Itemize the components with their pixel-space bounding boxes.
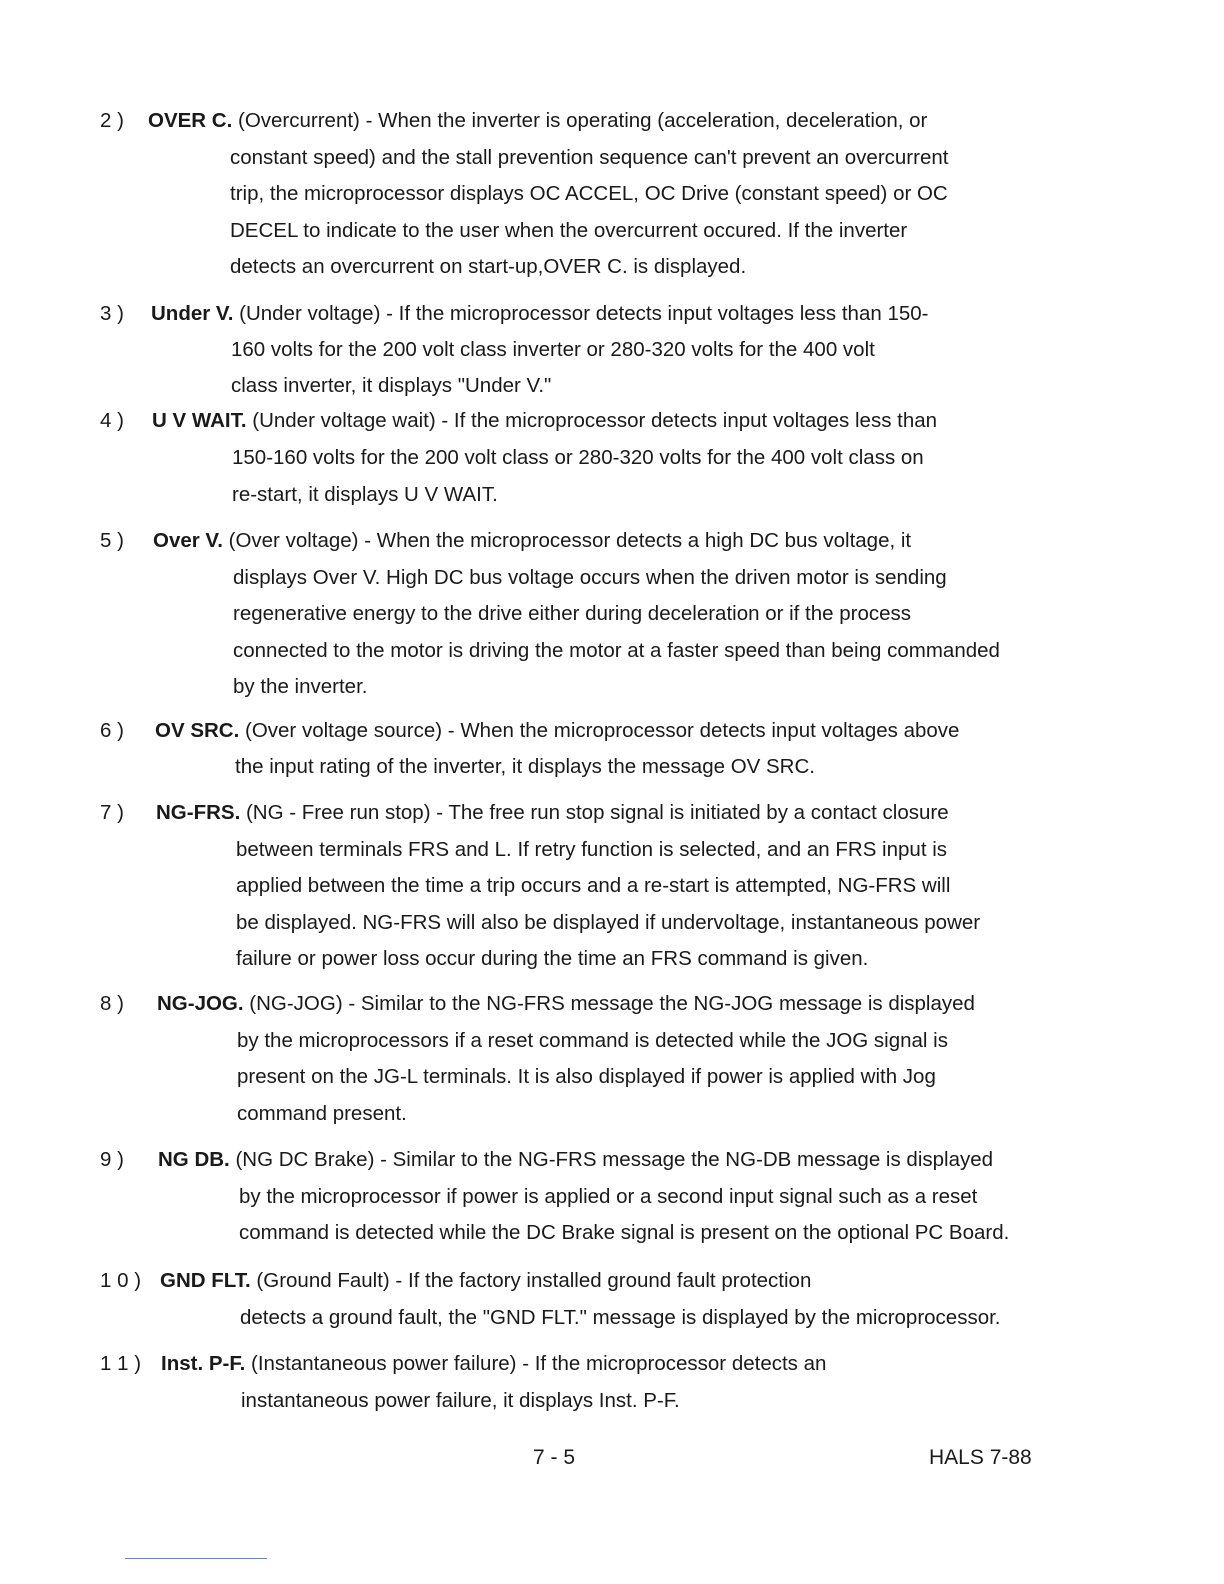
entry-text-line: command is detected while the DC Brake signal is present on the optional PC Board. bbox=[239, 1221, 1010, 1244]
entry-text-line: 160 volts for the 200 volt class inverter or 280-320 volts for the 400 volt bbox=[231, 338, 875, 361]
entry-term: OV SRC. bbox=[155, 719, 240, 742]
entry-text-line: regenerative energy to the drive either during deceleration or if the process bbox=[233, 602, 912, 625]
entry-term: NG-JOG. bbox=[157, 992, 244, 1015]
entry-text-line: (NG DC Brake) - Similar to the NG-FRS message the NG-DB message is displayed bbox=[235, 1148, 994, 1171]
entry-text-line: applied between the time a trip occurs and a re-start is attempted, NG-FRS will bbox=[236, 874, 951, 897]
entry-number: 4 ) bbox=[100, 409, 124, 432]
entry-number: 9 ) bbox=[100, 1148, 124, 1171]
entry-text-line: between terminals FRS and L. If retry function is selected, and an FRS input is bbox=[236, 837, 948, 861]
entry-text-line: (Over voltage source) - When the microprocessor detects input voltages above bbox=[245, 719, 960, 742]
entry-term: OVER C. bbox=[148, 109, 233, 132]
entry-text-line: class inverter, it displays "Under V." bbox=[231, 374, 552, 397]
document-code: HALS 7-88 bbox=[929, 1446, 1032, 1469]
entry-number: 7 ) bbox=[100, 801, 124, 824]
entry-term: GND FLT. bbox=[160, 1269, 251, 1292]
page-number: 7 - 5 bbox=[533, 1446, 576, 1469]
entry-text-line: by the microprocessors if a reset command is detected while the JOG signal is bbox=[237, 1028, 948, 1052]
entry-text-line: DECEL to indicate to the user when the overcurrent occured. If the inverter bbox=[230, 218, 908, 242]
entry-text-line: the input rating of the inverter, it displays the message OV SRC. bbox=[235, 755, 815, 778]
entry-text-line: present on the JG-L terminals. It is also displayed if power is applied with Jog bbox=[237, 1065, 936, 1088]
entry-text-line: (Ground Fault) - If the factory installed ground fault protection bbox=[256, 1269, 812, 1292]
entry-text-line: be displayed. NG-FRS will also be displayed if undervoltage, instantaneous power bbox=[236, 910, 981, 934]
entry-text-line: instantaneous power failure, it displays Inst. P-F. bbox=[241, 1389, 680, 1412]
entry-number: 5 ) bbox=[100, 529, 124, 552]
entry-number: 2 ) bbox=[100, 109, 124, 132]
entry-text-line: detects a ground fault, the "GND FLT." message is displayed by the microprocessor. bbox=[240, 1305, 1001, 1329]
entry-text-line: trip, the microprocessor displays OC ACCEL, OC Drive (constant speed) or OC bbox=[230, 182, 948, 205]
entry-text-line: command present. bbox=[237, 1101, 407, 1125]
entry-term: Under V. bbox=[151, 302, 234, 325]
entry-text-line: (Under voltage wait) - If the microprocessor detects input voltages less than bbox=[252, 409, 938, 432]
entry-number: 6 ) bbox=[100, 719, 124, 742]
entry-text-line: failure or power loss occur during the time an FRS command is given. bbox=[236, 947, 869, 970]
entry-text-line: re-start, it displays U V WAIT. bbox=[232, 483, 498, 506]
entry-text-line: (NG - Free run stop) - The free run stop signal is initiated by a contact closure bbox=[245, 801, 949, 824]
entry-term: Over V. bbox=[153, 529, 223, 552]
entry-text-line: by the inverter. bbox=[233, 675, 368, 698]
entry-text-line: connected to the motor is driving the motor at a faster speed than being commanded bbox=[233, 638, 1000, 662]
entry-number: 1 1 ) bbox=[100, 1352, 142, 1375]
entry-text-line: (Overcurrent) - When the inverter is operating (acceleration, deceleration, or bbox=[238, 109, 928, 132]
entry-text-line: (Under voltage) - If the microprocessor detects input voltages less than 150- bbox=[239, 302, 929, 325]
entry-term: U V WAIT. bbox=[152, 409, 247, 432]
entry-text-line: by the microprocessor if power is applied or a second input signal such as a reset bbox=[239, 1184, 978, 1208]
entry-term: NG DB. bbox=[158, 1148, 230, 1171]
entry-text-line: (Instantaneous power failure) - If the microprocessor detects an bbox=[251, 1352, 827, 1375]
entry-number: 3 ) bbox=[100, 302, 124, 325]
entry-term: Inst. P-F. bbox=[161, 1352, 246, 1375]
entry-text-line: 150-160 volts for the 200 volt class or 280-320 volts for the 400 volt class on bbox=[232, 446, 924, 469]
scan-artifact-line bbox=[125, 1558, 267, 1559]
entry-number: 1 0 ) bbox=[100, 1269, 142, 1292]
entry-term: NG-FRS. bbox=[156, 801, 241, 824]
entry-text-line: (NG-JOG) - Similar to the NG-FRS message the NG-JOG message is displayed bbox=[249, 992, 975, 1015]
entry-text-line: constant speed) and the stall prevention sequence can't prevent an overcurrent bbox=[230, 145, 949, 169]
entry-text-line: (Over voltage) - When the microprocessor detects a high DC bus voltage, it bbox=[228, 529, 912, 552]
entry-number: 8 ) bbox=[100, 992, 124, 1015]
entry-text-line: displays Over V. High DC bus voltage occurs when the driven motor is sending bbox=[233, 565, 947, 589]
entry-text-line: detects an overcurrent on start-up,OVER C. is displayed. bbox=[230, 255, 747, 278]
